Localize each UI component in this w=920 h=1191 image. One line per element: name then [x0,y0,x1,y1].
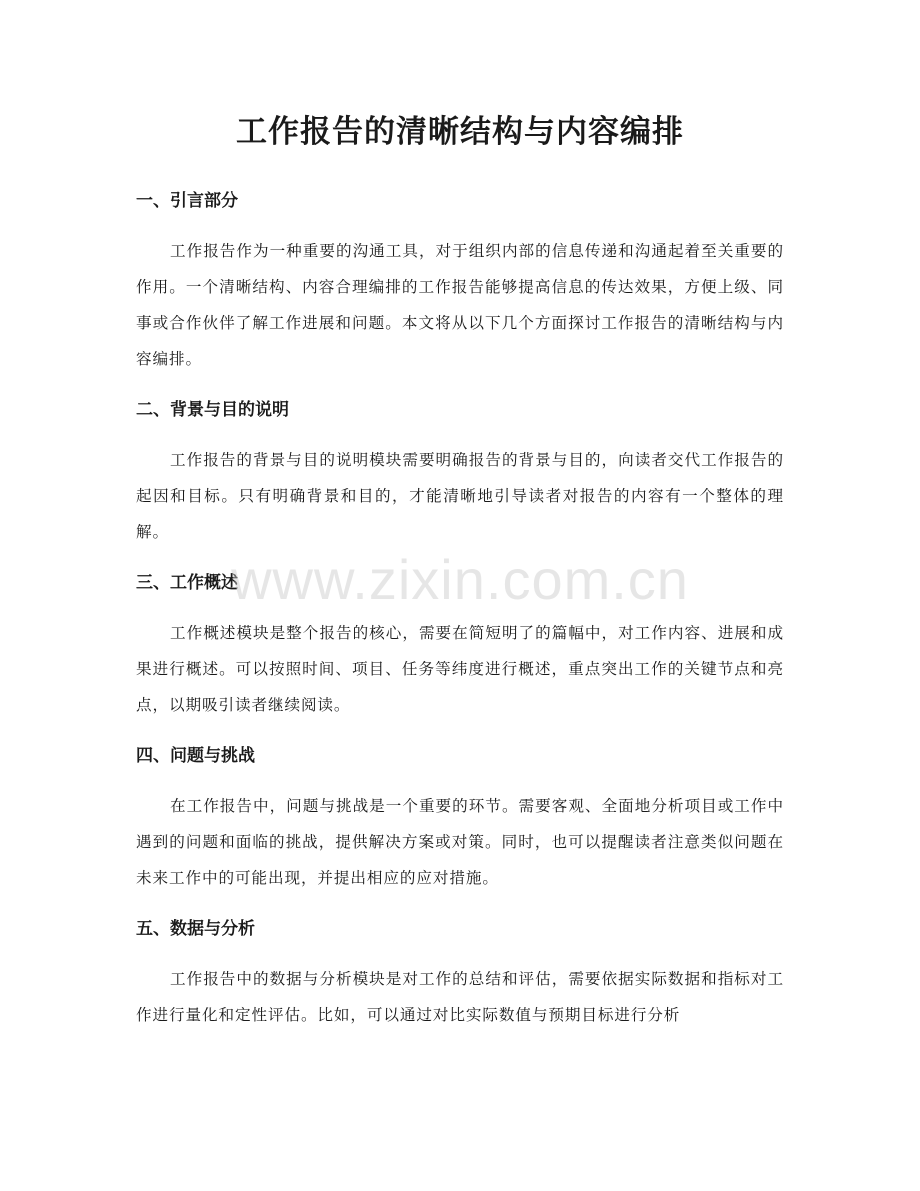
section-paragraph-introduction: 工作报告作为一种重要的沟通工具，对于组织内部的信息传递和沟通起着至关重要的作用。一个清晰结构、内容合理编排的工作报告能够提高信息的传达效果，方便上级、同事或合作伙伴了解工作进展和问题。本文将从以下几个方面探讨工作报告的清晰结构与内容编排。 [136,242,784,368]
section-heading-problems: 四、问题与挑战 [136,746,255,766]
section-paragraph-background: 工作报告的背景与目的说明模块需要明确报告的背景与目的，向读者交代工作报告的起因和目标。只有明确背景和目的，才能清晰地引导读者对报告的内容有一个整体的理解。 [136,451,784,541]
section-heading-data-analysis: 五、数据与分析 [136,919,255,939]
document-title: 工作报告的清晰结构与内容编排 [236,114,684,150]
section-heading-overview: 三、工作概述 [136,573,238,593]
section-paragraph-problems: 在工作报告中，问题与挑战是一个重要的环节。需要客观、全面地分析项目或工作中遇到的问题和面临的挑战，提供解决方案或对策。同时，也可以提醒读者注意类似问题在未来工作中的可能出现，并提出相应的应对措施。 [136,797,784,887]
section-paragraph-overview: 工作概述模块是整个报告的核心，需要在简短明了的篇幅中，对工作内容、进展和成果进行概述。可以按照时间、项目、任务等纬度进行概述，重点突出工作的关键节点和亮点，以期吸引读者继续阅读。 [136,624,784,714]
watermark: www.zixin.com.cn [231,548,689,611]
section-paragraph-data-analysis: 工作报告中的数据与分析模块是对工作的总结和评估，需要依据实际数据和指标对工作进行量化和定性评估。比如，可以通过对比实际数值与预期目标进行分析 [136,970,784,1024]
section-heading-background: 二、背景与目的说明 [136,400,289,420]
section-heading-introduction: 一、引言部分 [136,191,238,211]
